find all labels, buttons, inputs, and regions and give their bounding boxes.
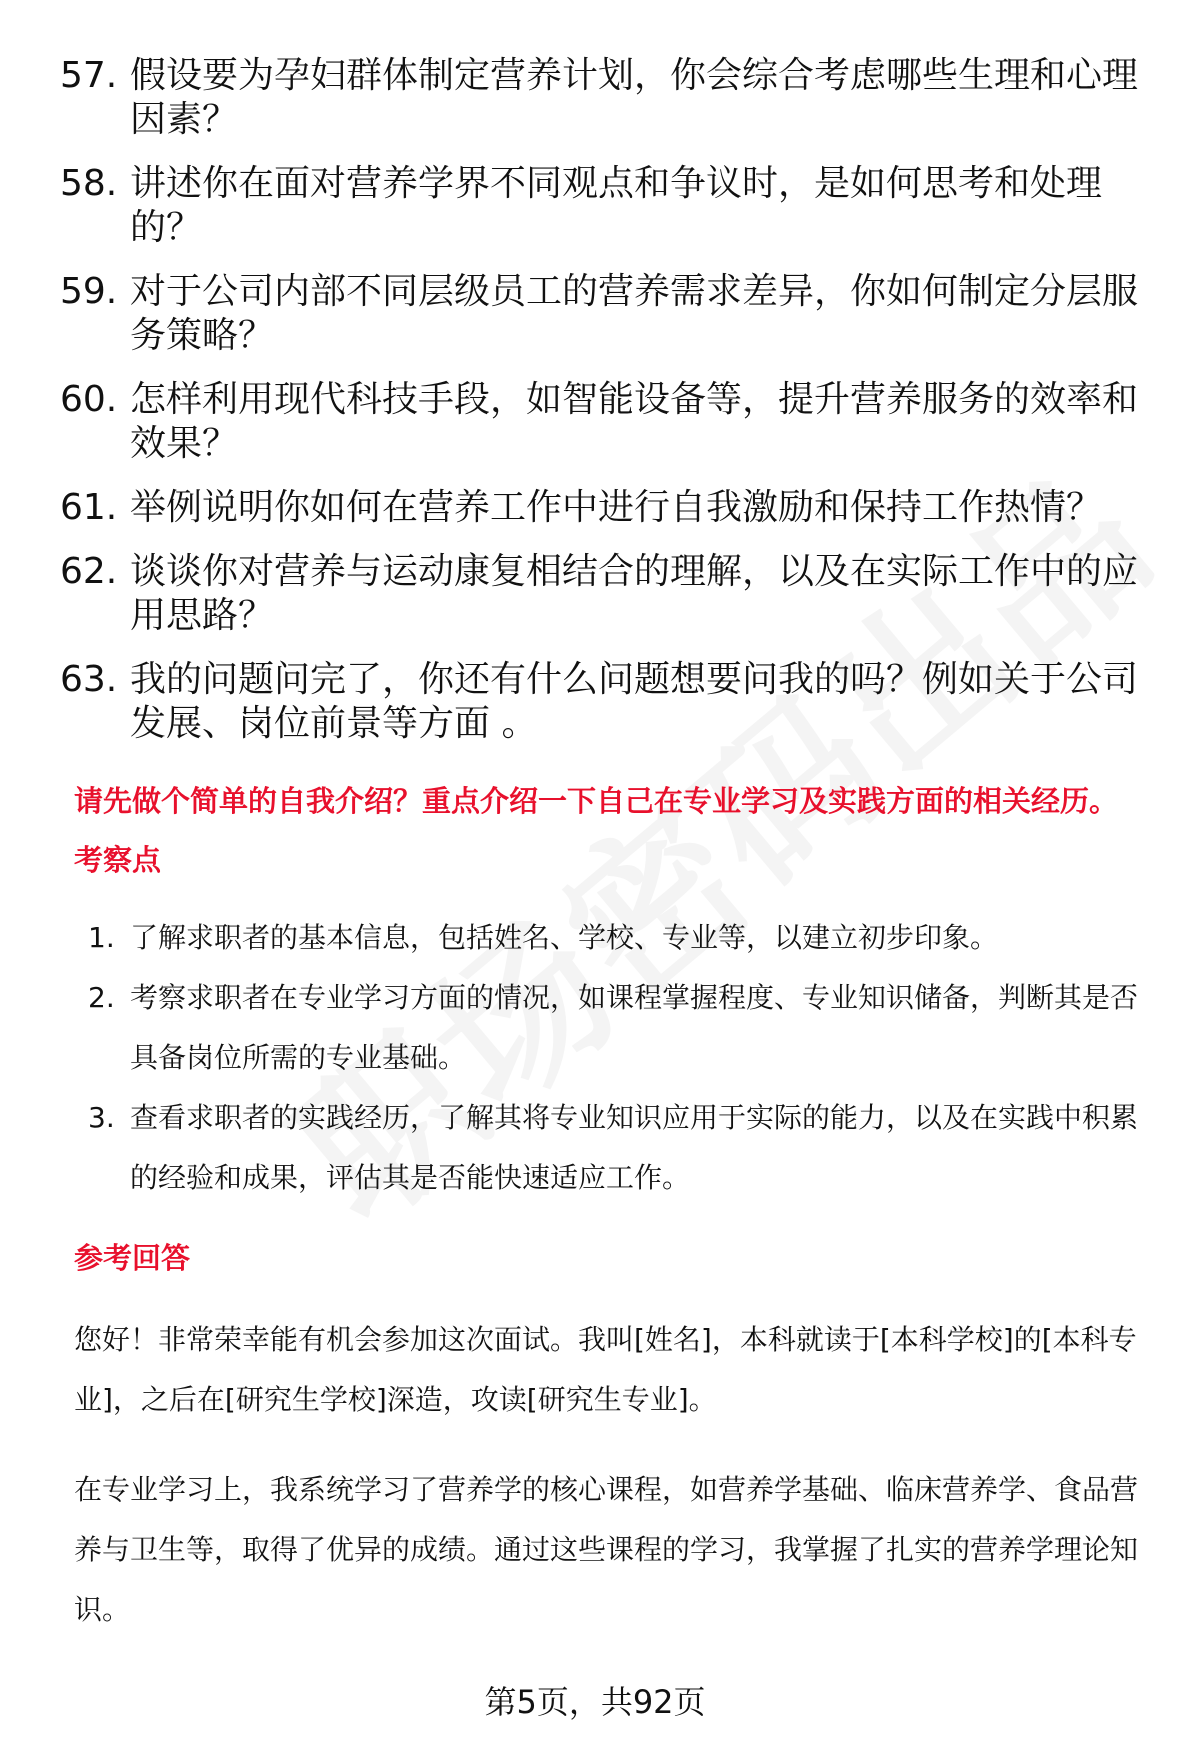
question-item	[60, 270, 1160, 358]
point-text: 查看求职者的实践经历，了解其将专业知识应用于实际的能力，以及在实践中积累的经验和成果，评估其是否能快速适应工作。	[130, 1101, 1139, 1194]
question-item	[60, 378, 1160, 466]
point-text: 了解求职者的基本信息，包括姓名、学校、专业等，以建立初步印象。	[130, 921, 999, 954]
assessment-points-list	[88, 908, 1158, 1208]
question-item	[60, 162, 1160, 250]
point-number: 2.	[88, 981, 115, 1014]
question-text: 我的问题问完了，你还有什么问题想要问我的吗？例如关于公司发展、岗位前景等方面 。	[130, 659, 1139, 744]
question-item	[60, 550, 1160, 638]
question-text: 怎样利用现代科技手段，如智能设备等，提升营养服务的效率和效果？	[130, 379, 1139, 464]
question-number: 57.	[60, 55, 118, 96]
point-text: 考察求职者在专业学习方面的情况，如课程掌握程度、专业知识储备，判断其是否具备岗位所需的专业基础。	[130, 981, 1139, 1074]
question-number: 60.	[60, 379, 118, 420]
page-number: 第5页，共92页	[484, 1683, 706, 1721]
question-number: 59.	[60, 271, 118, 312]
question-number: 58.	[60, 163, 118, 204]
question-number: 63.	[60, 659, 118, 700]
question-text: 谈谈你对营养与运动康复相结合的理解，以及在实际工作中的应用思路？	[130, 551, 1139, 636]
list-item	[88, 908, 1158, 968]
question-number: 61.	[60, 487, 118, 528]
reference-answer-heading: 参考回答	[74, 1241, 191, 1275]
question-text: 对于公司内部不同层级员工的营养需求差异，你如何制定分层服务策略？	[130, 271, 1139, 356]
question-number: 62.	[60, 551, 118, 592]
list-item	[88, 1088, 1158, 1208]
question-item	[60, 54, 1160, 142]
question-text: 讲述你在面对营养学界不同观点和争议时，是如何思考和处理的？	[130, 163, 1103, 248]
section-question-title: 请先做个简单的自我介绍？重点介绍一下自己在专业学习及实践方面的相关经历。	[74, 784, 1119, 818]
point-number: 1.	[88, 921, 115, 954]
list-item	[88, 968, 1158, 1088]
assessment-points-heading: 考察点	[74, 843, 162, 877]
point-number: 3.	[88, 1101, 115, 1134]
question-text: 假设要为孕妇群体制定营养计划，你会综合考虑哪些生理和心理因素？	[130, 55, 1139, 140]
question-item	[60, 486, 1160, 530]
answer-paragraph: 在专业学习上，我系统学习了营养学的核心课程，如营养学基础、临床营养学、食品营养与卫生等，取得了优异的成绩。通过这些课程的学习，我掌握了扎实的营养学理论知识。	[74, 1473, 1139, 1626]
question-text: 举例说明你如何在营养工作中进行自我激励和保持工作热情？	[130, 487, 1103, 528]
answer-paragraph: 您好！非常荣幸能有机会参加这次面试。我叫[姓名]，本科就读于[本科学校]的[本科专业]，之后在[研究生学校]深造，攻读[研究生专业]。	[74, 1323, 1137, 1416]
question-list	[60, 54, 1160, 766]
question-item	[60, 658, 1160, 746]
